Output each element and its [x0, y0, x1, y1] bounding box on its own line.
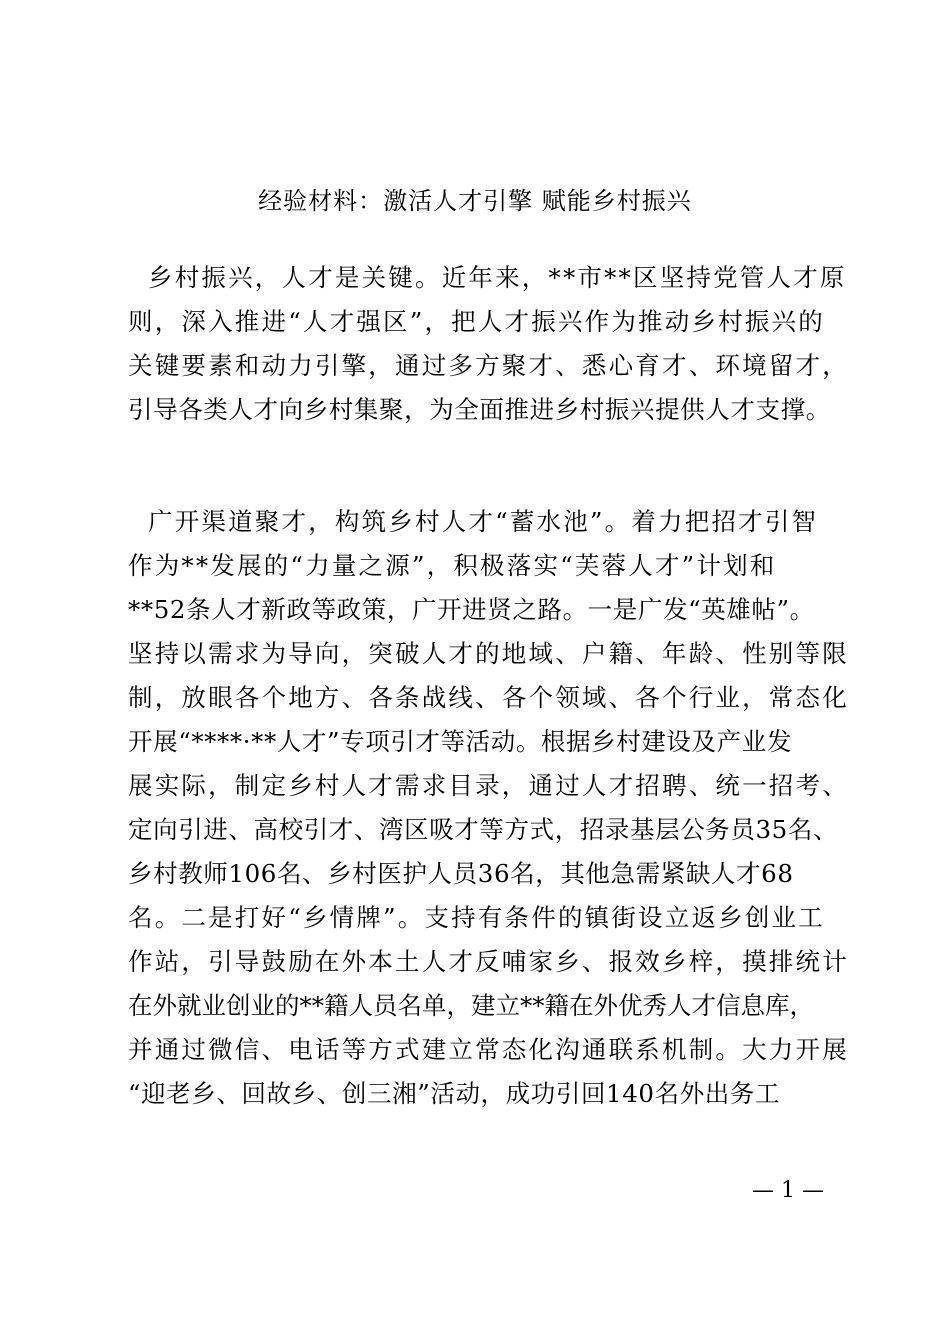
paragraph-line: 则，深入推进“人才强区”，把人才振兴作为推动乡村振兴的	[128, 307, 825, 336]
paragraph-line: 定向引进、高校引才、湾区吸才等方式，招录基层公务员35名、	[128, 815, 839, 844]
paragraph-line: 坚持以需求为导向，突破人才的地域、户籍、年龄、性别等限	[128, 639, 849, 668]
paragraph-line: 引导各类人才向乡村集聚，为全面推进乡村振兴提供人才支撑。	[128, 395, 831, 424]
intro-paragraph	[128, 256, 850, 432]
paragraph-line: 作为**发展的“力量之源”，积极落实“芙蓉人才”计划和	[128, 551, 777, 580]
paragraph-line: 广开渠道聚才，构筑乡村人才“蓄水池”。着力把招才引智	[148, 507, 819, 536]
paragraph-line: 作站，引导鼓励在外本土人才反哺家乡、报效乡梓，摸排统计	[128, 947, 849, 976]
paragraph-line: 制，放眼各个地方、各条战线、各个领域、各个行业，常态化	[128, 683, 849, 712]
paragraph-line: 并通过微信、电话等方式建立常态化沟通联系机制。大力开展	[128, 1035, 849, 1064]
paragraph-line: 展实际，制定乡村人才需求目录，通过人才招聘、统一招考、	[128, 771, 849, 800]
paragraph-line: 关键要素和动力引擎，通过多方聚才、悉心育才、环境留才，	[128, 351, 849, 380]
paragraph-line: 乡村振兴，人才是关键。近年来，**市**区坚持党管人才原	[148, 263, 847, 292]
paragraph-line: 在外就业创业的**籍人员名单，建立**籍在外优秀人才信息库，	[128, 991, 814, 1020]
paragraph-line: 开展“****·**人才”专项引才等活动。根据乡村建设及产业发	[128, 727, 792, 756]
paragraph-line: 乡村教师106名、乡村医护人员36名，其他急需紧缺人才68	[128, 859, 794, 888]
paragraph-line: **52条人才新政等政策，广开进贤之路。一是广发“英雄帖”。	[128, 595, 815, 624]
page-number: — 1 —	[752, 1178, 824, 1203]
document-title: 经验材料：激活人才引擎 赋能乡村振兴	[258, 187, 692, 215]
paragraph-line: 名。二是打好“乡情牌”。支持有条件的镇街设立返乡创业工	[128, 903, 825, 932]
paragraph-line: “迎老乡、回故乡、创三湘”活动，成功引回140名外出务工	[128, 1079, 781, 1108]
body-paragraph	[128, 500, 850, 1116]
